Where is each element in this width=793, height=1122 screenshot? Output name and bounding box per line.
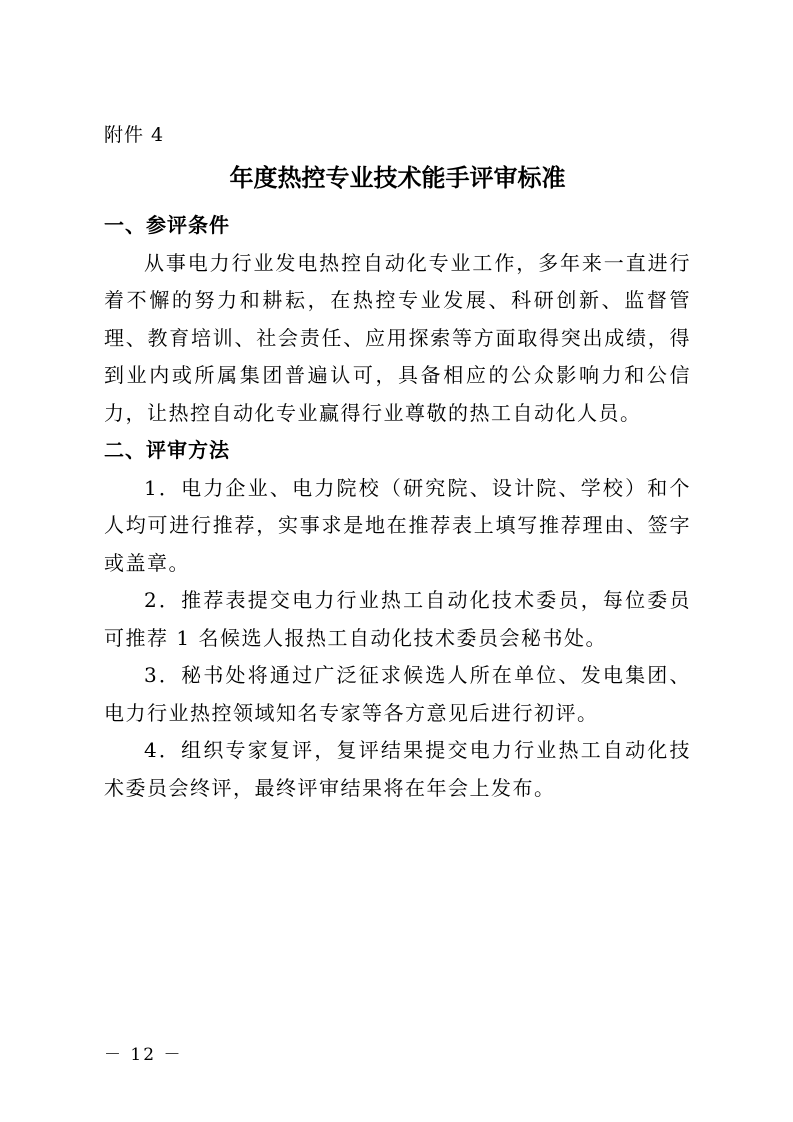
criteria-paragraph: 从事电力行业发电热控自动化专业工作，多年来一直进行着不懈的努力和耕耘，在热控专业发展、科研创新、监督管理、教育培训、社会责任、应用探索等方面取得突出成绩，得到业内或所属集团普遍认可，具备相应的公众影响力和公信力，让热控自动化专业赢得行业尊敬的热工自动化人员。 (104, 250, 691, 425)
document-body (104, 207, 691, 807)
section-heading-method: 二、评审方法 (104, 438, 230, 462)
method-paragraph-3: 3．秘书处将通过广泛征求候选人所在单位、发电集团、电力行业热控领域知名专家等各方意见后进行初评。 (104, 663, 691, 725)
page-number: － 12 － (104, 1045, 183, 1065)
section-heading-criteria: 一、参评条件 (104, 213, 230, 237)
method-paragraph-4: 4．组织专家复评，复评结果提交电力行业热工自动化技术委员会终评，最终评审结果将在年会上发布。 (104, 738, 691, 800)
document-title: 年度热控专业技术能手评审标准 (229, 163, 566, 192)
method-paragraph-1: 1．电力企业、电力院校（研究院、设计院、学校）和个人均可进行推荐，实事求是地在推荐表上填写推荐理由、签字或盖章。 (104, 475, 691, 575)
attachment-label: 附件 4 (104, 124, 165, 146)
method-paragraph-2: 2．推荐表提交电力行业热工自动化技术委员，每位委员可推荐 1 名候选人报热工自动化技术委员会秘书处。 (104, 588, 691, 650)
